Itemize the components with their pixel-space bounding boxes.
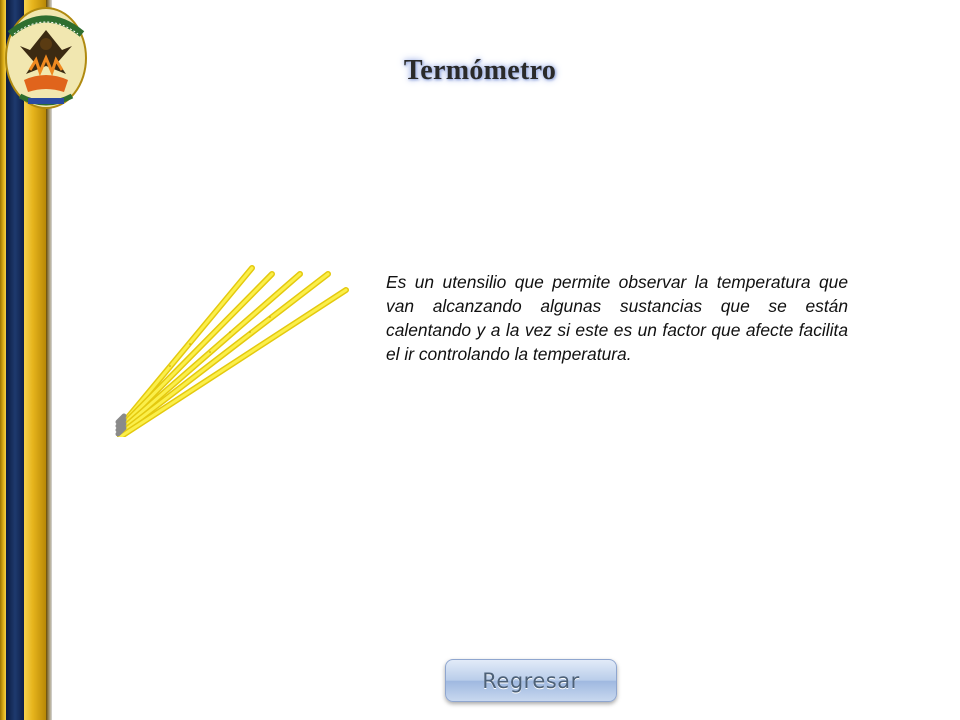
- back-button-label: Regresar: [482, 668, 580, 693]
- page-title: Termómetro: [403, 55, 557, 86]
- description-text: Es un utensilio que permite observar la temperatura que van alcanzando algunas sustancias que se están calentando y a la vez si este es un factor que afecte facilita el ir controlando la temperatura.: [386, 272, 848, 364]
- back-button[interactable]: [445, 659, 617, 702]
- thermometer-icon: [110, 262, 355, 437]
